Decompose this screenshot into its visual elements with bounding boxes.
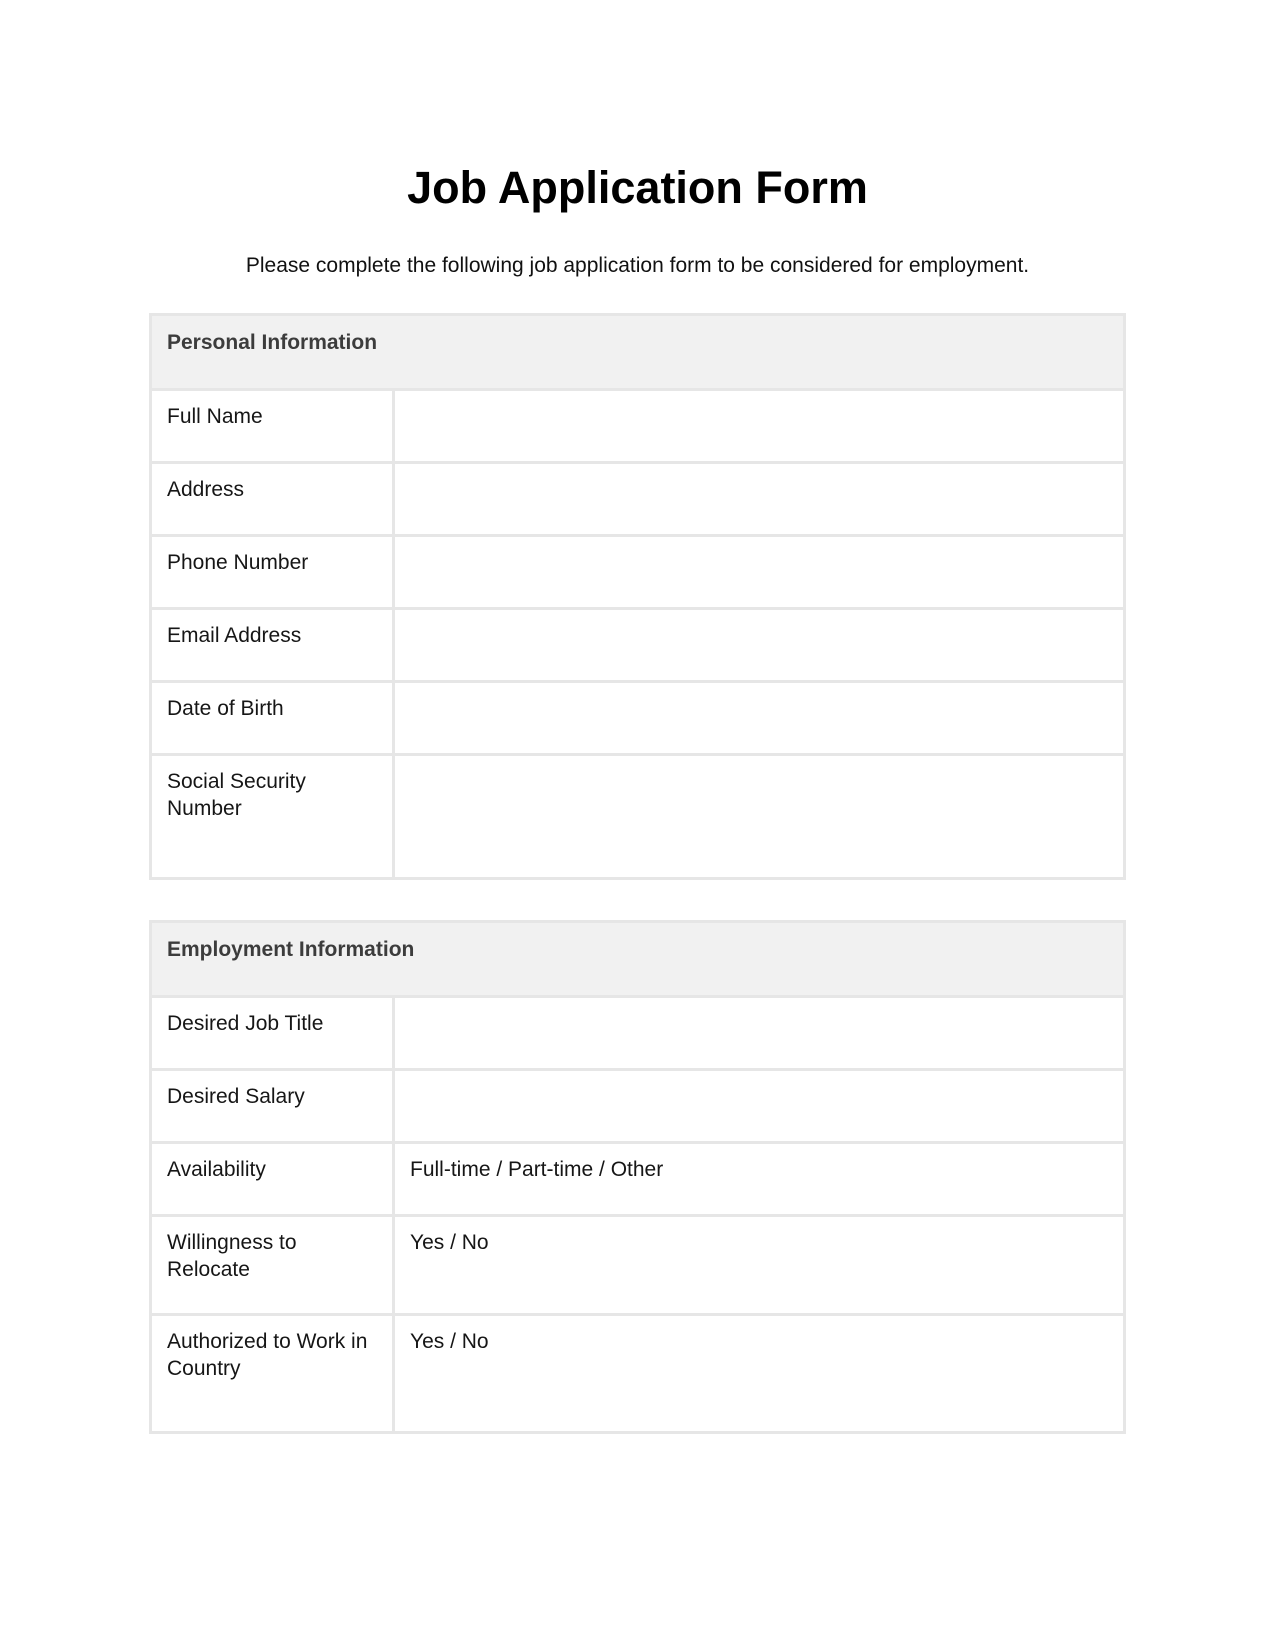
field-label: Desired Job Title	[152, 998, 395, 1068]
field-label: Address	[152, 464, 395, 534]
row-social-security-number	[152, 753, 1123, 877]
ssn-input-cell[interactable]	[395, 756, 1123, 877]
row-authorized-to-work	[152, 1313, 1123, 1431]
page-subtitle: Please complete the following job application form to be considered for employment.	[245, 254, 1030, 277]
field-label: Phone Number	[152, 537, 395, 607]
field-label: Email Address	[152, 610, 395, 680]
page-title: Job Application Form	[407, 162, 868, 213]
row-phone-number	[152, 534, 1123, 607]
relocate-options-cell[interactable]: Yes / No	[410, 1231, 489, 1254]
field-label: Full Name	[152, 391, 395, 461]
row-willingness-to-relocate	[152, 1214, 1123, 1313]
section-personal-information	[149, 313, 1126, 880]
row-desired-salary	[152, 1068, 1123, 1141]
address-input-cell[interactable]	[395, 464, 1123, 534]
row-desired-job-title	[152, 995, 1123, 1068]
field-label: Social Security Number	[152, 756, 395, 877]
section-employment-information	[149, 920, 1126, 1434]
row-full-name	[152, 388, 1123, 461]
full-name-input-cell[interactable]	[395, 391, 1123, 461]
field-label: Availability	[152, 1144, 395, 1214]
field-label: Desired Salary	[152, 1071, 395, 1141]
field-label: Date of Birth	[152, 683, 395, 753]
phone-number-input-cell[interactable]	[395, 537, 1123, 607]
desired-salary-input-cell[interactable]	[395, 1071, 1123, 1141]
section-heading-employment: Employment Information	[152, 923, 1123, 995]
availability-options-cell[interactable]: Full-time / Part-time / Other	[410, 1158, 664, 1181]
row-email-address	[152, 607, 1123, 680]
email-address-input-cell[interactable]	[395, 610, 1123, 680]
date-of-birth-input-cell[interactable]	[395, 683, 1123, 753]
section-heading-personal: Personal Information	[152, 316, 1123, 388]
desired-job-title-input-cell[interactable]	[395, 998, 1123, 1068]
field-label: Willingness to Relocate	[152, 1217, 395, 1313]
row-date-of-birth	[152, 680, 1123, 753]
work-authorization-options-cell[interactable]: Yes / No	[410, 1330, 489, 1353]
field-label: Authorized to Work in Country	[152, 1316, 395, 1431]
row-address	[152, 461, 1123, 534]
row-availability	[152, 1141, 1123, 1214]
